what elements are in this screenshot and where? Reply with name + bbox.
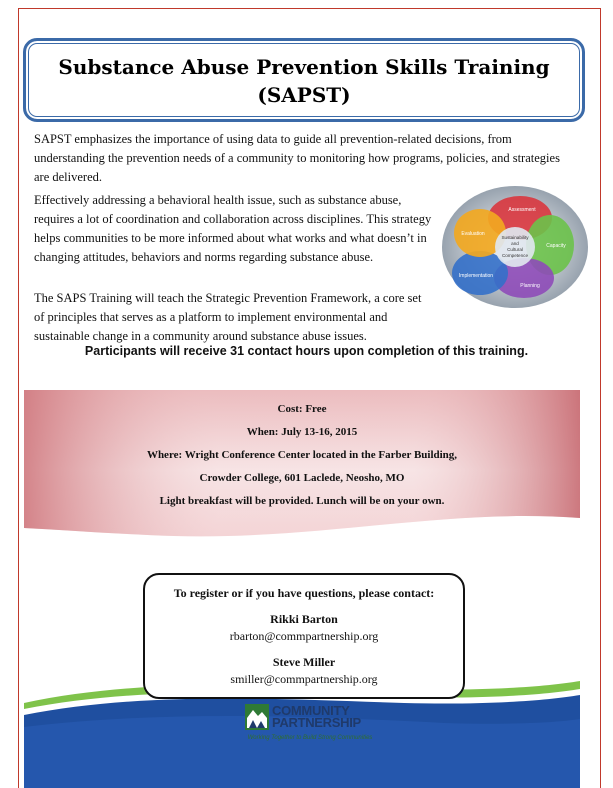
contact-email-link[interactable]: smiller@commpartnership.org xyxy=(230,672,378,686)
page-title xyxy=(26,53,582,109)
logo-tagline: Working Together to Build Strong Communities xyxy=(247,735,373,741)
center-label-1: Sustainability xyxy=(501,235,529,240)
contact-heading: To register or if you have questions, please contact: xyxy=(173,586,435,600)
logo-line-2: PARTNERSHIP xyxy=(272,715,361,730)
logo-line-1: COMMUNITY xyxy=(272,703,350,718)
strategy-paragraph: Effectively addressing a behavioral health issue, such as substance abuse, requires a lot of coordination and collaboration across disciplines. This strategy helps communities to be more informed about what works and what doesn’t in changing attitudes, behaviors and norms regarding substance abuse. xyxy=(34,193,432,264)
label-evaluation: Evaluation xyxy=(461,231,485,237)
meals-line: Light breakfast will be provided. Lunch will be on your own. xyxy=(159,495,445,507)
strategic-prevention-framework-graphic xyxy=(440,185,590,310)
contact-name: Rikki Barton xyxy=(270,612,338,626)
center-label-4: Competence xyxy=(501,253,529,258)
label-implementation: Implementation xyxy=(458,273,494,279)
contact-box xyxy=(143,573,465,699)
contact-hours-note: Participants will receive 31 contact hours upon completion of this training. xyxy=(84,344,529,358)
logo-emblem-icon xyxy=(245,704,269,730)
event-details xyxy=(24,398,580,513)
contact-email-link[interactable]: rbarton@commpartnership.org xyxy=(229,629,379,643)
address-line: Crowder College, 601 Laclede, Neosho, MO xyxy=(199,472,405,484)
cost-line: Cost: Free xyxy=(277,403,327,415)
title-box xyxy=(23,38,585,122)
intro-paragraph: SAPST emphasizes the importance of using data to guide all prevention-related decisions, from understanding the prevention needs of a community to monitoring how programs, policies, and strategies are delivered. xyxy=(34,132,560,184)
logo-wordmark xyxy=(272,705,361,729)
center-label-2: and xyxy=(511,241,519,246)
framework-paragraph: The SAPS Training will teach the Strategic Prevention Framework, a core set of principles that serves as a platform to implement environmental and sustainable change in a community around substance abuse issues. xyxy=(34,291,422,343)
date-line: When: July 13-16, 2015 xyxy=(246,426,358,438)
location-line: Where: Wright Conference Center located in the Farber Building, xyxy=(146,449,458,461)
community-partnership-logo xyxy=(245,704,375,748)
center-label-3: Cultural xyxy=(507,247,523,252)
label-capacity: Capacity xyxy=(546,243,566,249)
contact-name: Steve Miller xyxy=(272,655,336,669)
label-assessment: Assessment xyxy=(508,207,536,213)
title-line-2: (SAPST) xyxy=(257,83,351,107)
title-line-1: Substance Abuse Prevention Skills Training xyxy=(58,55,550,79)
label-planning: Planning xyxy=(520,283,540,289)
